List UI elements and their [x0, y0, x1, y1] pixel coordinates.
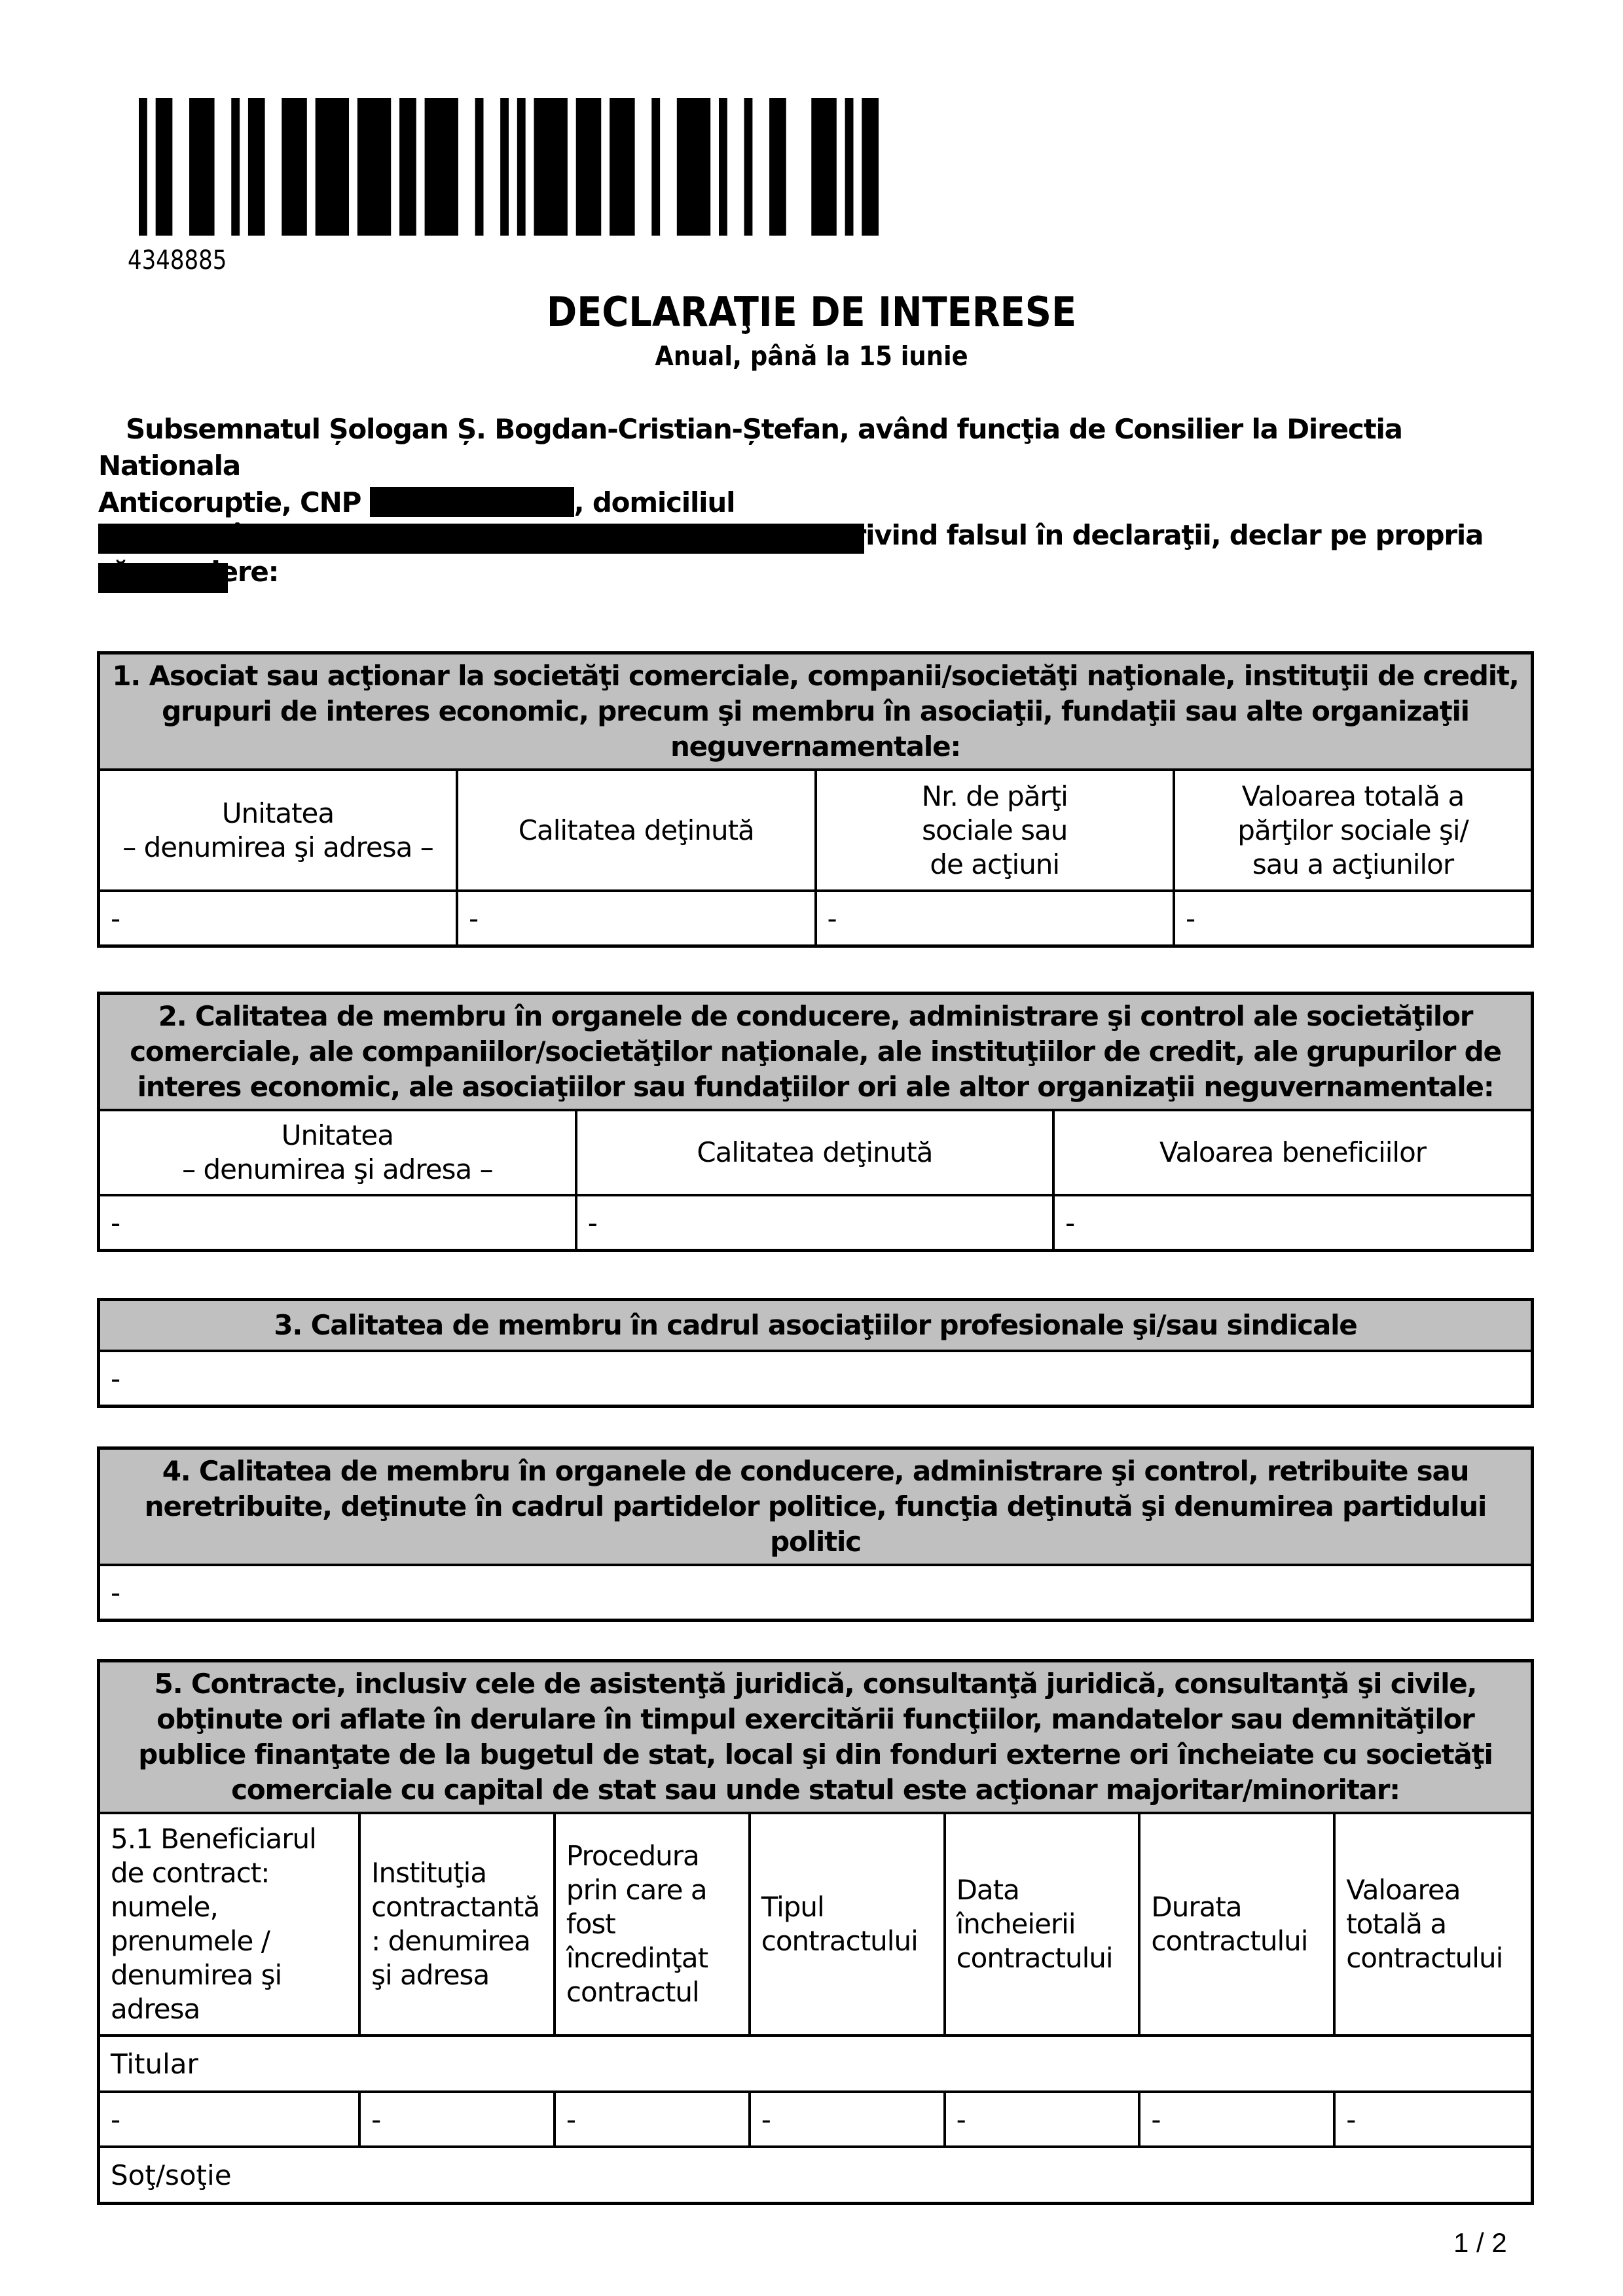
table-row: [99, 1195, 1533, 1251]
s1-col-unitatea-label: Unitatea – denumirea şi adresa –: [122, 797, 433, 863]
barcode-bar: [475, 98, 484, 236]
table-cell: -: [576, 1195, 1053, 1251]
table-cell: -: [99, 1351, 1533, 1407]
page-number: 1 / 2: [1453, 2227, 1507, 2258]
barcode: [139, 98, 879, 236]
table-cell: -: [1139, 2092, 1334, 2147]
s2-col-calitatea-label: Calitatea deţinută: [697, 1136, 933, 1168]
barcode-bar: [651, 98, 660, 236]
s1-col-calitatea: [457, 770, 816, 891]
section-1-title: 1. Asociat sau acţionar la societăţi comerciale, companii/societăţi naţionale, instituţii de credit, grupuri de interes economic, precum şi membru în asociaţii, fundaţii sau alte organizaţii neguvernamentale:: [99, 653, 1533, 770]
section-5-table: [97, 1659, 1534, 2205]
barcode-bar: [189, 98, 215, 236]
section-3-table: [97, 1298, 1534, 1408]
barcode-bar: [517, 98, 526, 236]
barcode-bar: [610, 98, 635, 236]
s5-col-tipul: Tipul contractului: [750, 1813, 945, 2036]
s5-col-durata: Durata contractului: [1139, 1813, 1334, 2036]
barcode-bar: [139, 98, 147, 236]
table-row: [99, 891, 1533, 946]
barcode-bar: [425, 98, 458, 236]
table-cell: -: [1334, 2092, 1532, 2147]
cnp-redaction: [370, 487, 574, 517]
barcode-bar: [231, 98, 240, 236]
section-4-table: [97, 1446, 1534, 1622]
table-cell: -: [555, 2092, 750, 2147]
s1-col-valoarea-label: Valoarea totală a părţilor sociale şi/ sau a acţiunilor: [1237, 780, 1468, 880]
table-cell: -: [99, 2092, 360, 2147]
s5-col-valoarea: Valoarea totală a contractului: [1334, 1813, 1532, 2036]
s5-col-procedura: Procedura prin care a fost încredinţat contractul: [555, 1813, 750, 2036]
barcode-number: 4348885: [128, 245, 227, 276]
statement-text: cunoscând prevederile art. 292 din Codul penal privind falsul în declaraţii, declar pe propria răspundere:: [98, 519, 1484, 588]
barcode-bar: [248, 98, 265, 236]
section-1-table: [97, 651, 1534, 948]
s2-col-valoarea: [1053, 1110, 1532, 1195]
barcode-bar: [576, 98, 602, 236]
table-cell: -: [99, 891, 458, 946]
s1-col-unitatea: [99, 770, 458, 891]
s2-col-unitatea-label: Unitatea – denumirea şi adresa –: [182, 1119, 493, 1185]
s5-col-beneficiar: 5.1 Beneficiarul de contract: numele, prenumele / denumirea şi adresa: [99, 1813, 360, 2036]
barcode-bar: [156, 98, 173, 236]
table-cell: -: [359, 2092, 555, 2147]
document-title: DECLARAŢIE DE INTERESE: [546, 288, 1077, 336]
table-cell: -: [99, 1565, 1533, 1621]
barcode-bar: [845, 98, 854, 236]
s1-col-nr-parti-label: Nr. de părţi sociale sau de acţiuni: [921, 780, 1068, 880]
declarant-line2-mid: , domiciliul: [574, 486, 735, 518]
barcode-bar: [744, 98, 753, 236]
s2-col-valoarea-label: Valoarea beneficiilor: [1159, 1136, 1427, 1168]
section-2-table: [97, 992, 1534, 1252]
s5-col-data: Data încheierii contractului: [945, 1813, 1140, 2036]
table-cell: -: [99, 1195, 576, 1251]
table-cell: -: [816, 891, 1175, 946]
s5-col-institutia: Instituţia contractantă : denumirea şi adresa: [359, 1813, 555, 2036]
table-row: [99, 1351, 1533, 1407]
table-row: [99, 2092, 1533, 2147]
table-cell: -: [1053, 1195, 1532, 1251]
s1-col-nr-parti: [816, 770, 1175, 891]
s2-col-calitatea: [576, 1110, 1053, 1195]
barcode-bar: [357, 98, 391, 236]
table-cell: -: [1174, 891, 1533, 946]
declarant-line1: Subsemnatul Șologan Ș. Bogdan-Cristian-Ștefan, având funcţia de Consilier la Directia Nationala: [98, 413, 1402, 482]
s1-col-calitatea-label: Calitatea deţinută: [518, 814, 754, 846]
section-5-title: 5. Contracte, inclusiv cele de asistenţă juridică, consultanţă juridică, consultanţă şi civile, obţinute ori aflate în derulare în timpul exercitării funcţiilor, mandatelor sau demnităţilor publice finanţate de la bugetul de stat, local şi din fonduri externe ori încheiate cu societăţi comerciale cu capital de stat sau unde statul este acţionar majoritar/minoritar:: [99, 1661, 1533, 1814]
s1-col-valoarea: [1174, 770, 1533, 891]
barcode-bar: [282, 98, 307, 236]
table-cell: -: [750, 2092, 945, 2147]
barcode-bar: [719, 98, 727, 236]
s5-group-titular: Titular: [99, 2036, 1533, 2092]
document-subtitle: Anual, până la 15 iunie: [655, 340, 968, 372]
barcode-bar: [811, 98, 837, 236]
table-row: [99, 1565, 1533, 1621]
declarant-line2-prefix: Anticoruptie, CNP: [98, 486, 361, 518]
barcode-bar: [769, 98, 786, 236]
section-2-title: 2. Calitatea de membru în organele de conducere, administrare şi control ale societăţilor comerciale, ale companiilor/societăţilor naţionale, ale instituţiilor de credit, ale grupurilor de interes economic, ale asociaţiilor sau fundaţiilor ori ale altor organizaţii neguvernamentale:: [99, 994, 1533, 1111]
barcode-bar: [534, 98, 568, 236]
table-cell: -: [945, 2092, 1140, 2147]
barcode-bar: [316, 98, 349, 236]
s2-col-unitatea: [99, 1110, 576, 1195]
table-cell: -: [457, 891, 816, 946]
barcode-bar: [399, 98, 416, 236]
section-4-title: 4. Calitatea de membru în organele de conducere, administrare şi control, retribuite sau neretribuite, deţinute în cadrul partidelor politice, funcţia deţinută şi denumirea partidului politic: [99, 1448, 1533, 1566]
barcode-bar: [500, 98, 509, 236]
s5-group-spouse: Soţ/soţie: [99, 2147, 1533, 2204]
section-3-title: 3. Calitatea de membru în cadrul asociaţiilor profesionale şi/sau sindicale: [99, 1300, 1533, 1352]
statement-paragraph: [98, 517, 1506, 590]
barcode-bar: [862, 98, 879, 236]
barcode-bar: [677, 98, 710, 236]
